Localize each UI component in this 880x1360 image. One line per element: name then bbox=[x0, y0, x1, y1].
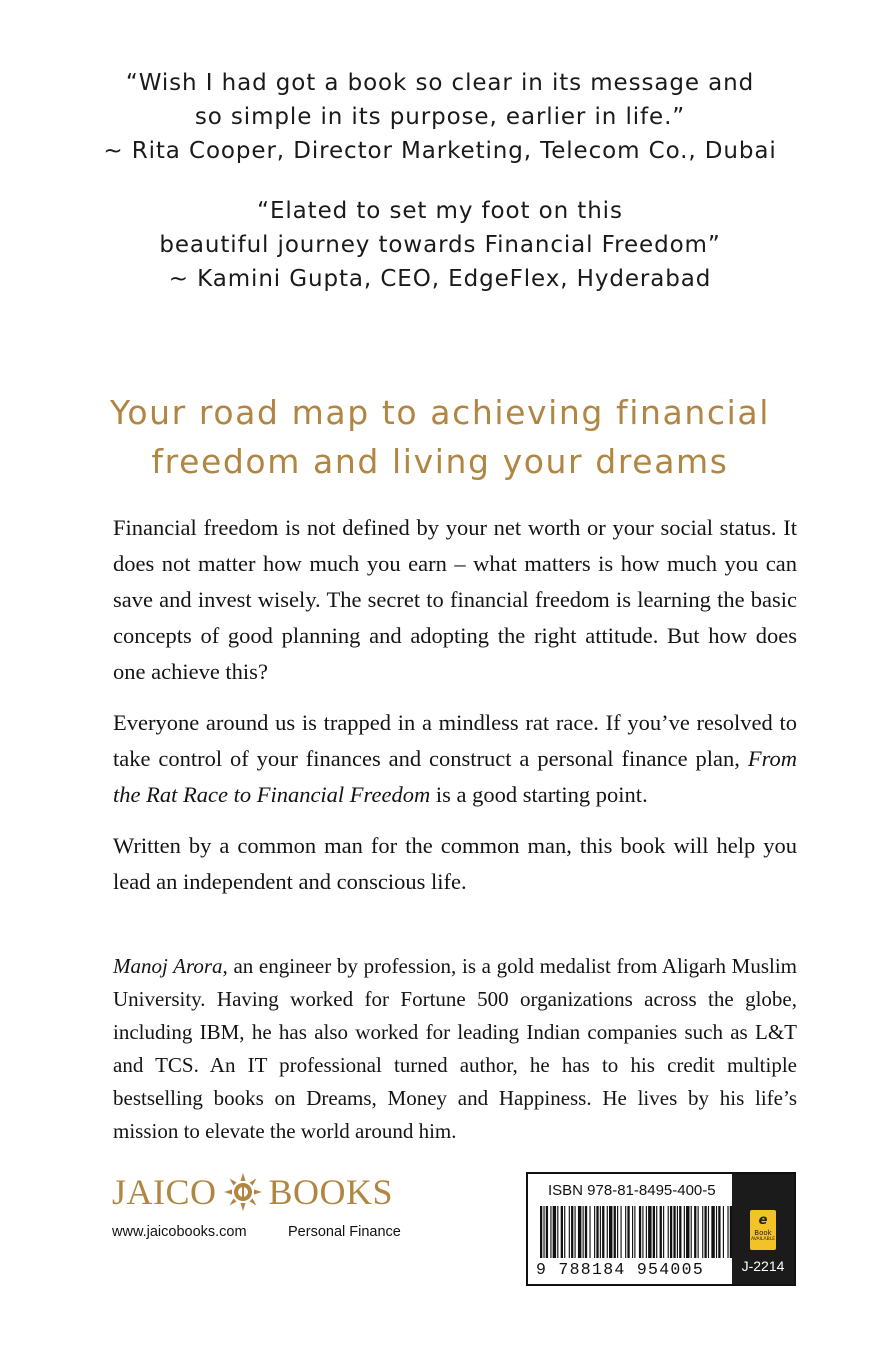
barcode-bar bbox=[708, 1206, 709, 1258]
ebook-badge-available: AVAILABLE bbox=[750, 1237, 776, 1242]
barcode-bar bbox=[684, 1206, 685, 1258]
barcode-bar bbox=[723, 1206, 724, 1258]
isbn-digits: 9 788184 954005 bbox=[536, 1260, 705, 1279]
barcode-bar bbox=[648, 1206, 651, 1258]
description-paragraph-3: Written by a common man for the common man, this book will help you lead an independent and conscious life. bbox=[113, 833, 797, 894]
testimonial-attribution: ~ Kamini Gupta, CEO, EdgeFlex, Hyderabad bbox=[168, 266, 712, 292]
barcode-bar bbox=[583, 1206, 584, 1258]
barcode-bar bbox=[718, 1206, 720, 1258]
publisher-info bbox=[112, 1224, 422, 1240]
barcode-bar bbox=[632, 1206, 633, 1258]
publisher-block bbox=[112, 1170, 422, 1240]
barcode-bar bbox=[550, 1206, 551, 1258]
description-p2-end: is a good starting point. bbox=[435, 782, 648, 807]
book-description bbox=[113, 510, 797, 900]
description-paragraph-1: Financial freedom is not defined by your net worth or your social status. It does not matter how much you earn – what matters is how much you can save and invest wisely. The secret to financial freedom is learning the basic concepts of good planning and adopting the right attitude. But how does one achieve this? bbox=[113, 515, 797, 684]
description-p2-start: Everyone around us is trapped in a mindless rat race. If you’ve resolved to take control of your finances and construct a personal finance plan, bbox=[113, 710, 797, 771]
publisher-logo bbox=[112, 1170, 422, 1214]
barcode-bar bbox=[646, 1206, 647, 1258]
barcode-bar bbox=[585, 1206, 587, 1258]
barcode-bar bbox=[553, 1206, 556, 1258]
barcode-bar bbox=[607, 1206, 608, 1258]
testimonial-2 bbox=[0, 194, 880, 296]
barcode-bar bbox=[596, 1206, 598, 1258]
barcode-bar bbox=[668, 1206, 669, 1258]
barcode-bar bbox=[625, 1206, 626, 1258]
book-category: Personal Finance bbox=[288, 1224, 401, 1240]
sun-emblem-icon bbox=[223, 1172, 263, 1212]
ebook-badge-word: Book bbox=[754, 1229, 772, 1237]
barcode-bar bbox=[653, 1206, 655, 1258]
barcode-bar bbox=[600, 1206, 601, 1258]
barcode-bar bbox=[634, 1206, 635, 1258]
testimonial-quote-line: “Wish I had got a book so clear in its message and bbox=[125, 70, 755, 96]
barcode-bar bbox=[617, 1206, 618, 1258]
barcode-bar bbox=[621, 1206, 622, 1258]
barcode-bar bbox=[656, 1206, 657, 1258]
barcode-bar bbox=[569, 1206, 570, 1258]
barcode-bar bbox=[540, 1206, 542, 1258]
isbn-barcode-box bbox=[526, 1172, 796, 1286]
barcode-bar bbox=[642, 1206, 643, 1258]
description-paragraph-2 bbox=[113, 705, 797, 813]
tagline-line-2: freedom and living your dreams bbox=[151, 442, 729, 481]
barcode-bar bbox=[694, 1206, 696, 1258]
barcode-bar bbox=[564, 1206, 565, 1258]
barcode-bar bbox=[609, 1206, 612, 1258]
testimonial-1 bbox=[0, 66, 880, 168]
barcode-bar bbox=[561, 1206, 563, 1258]
barcode-bar bbox=[575, 1206, 576, 1258]
barcode-bar bbox=[594, 1206, 595, 1258]
testimonial-quote-line: “Elated to set my foot on this bbox=[257, 198, 623, 224]
publisher-website: www.jaicobooks.com bbox=[112, 1224, 247, 1240]
tagline-line-1: Your road map to achieving financial bbox=[110, 393, 770, 432]
barcode-bar bbox=[578, 1206, 581, 1258]
barcode-bar bbox=[602, 1206, 604, 1258]
tagline-heading bbox=[0, 388, 880, 486]
testimonial-quote-line: beautiful journey towards Financial Freedom” bbox=[159, 232, 721, 258]
barcode-bar bbox=[686, 1206, 689, 1258]
publisher-name-right: BOOKS bbox=[268, 1172, 394, 1212]
product-code: J-2214 bbox=[741, 1258, 785, 1274]
ebook-available-badge bbox=[750, 1210, 776, 1250]
barcode-bar bbox=[727, 1206, 728, 1258]
testimonial-attribution: ~ Rita Cooper, Director Marketing, Telecom Co., Dubai bbox=[103, 138, 777, 164]
barcode-bar bbox=[627, 1206, 629, 1258]
barcode-bar bbox=[679, 1206, 681, 1258]
barcode-bar bbox=[716, 1206, 717, 1258]
publisher-name-left: JAICO bbox=[112, 1172, 217, 1212]
barcode-bar bbox=[660, 1206, 662, 1258]
ebook-badge-letter: e bbox=[758, 1213, 768, 1228]
barcode-bar bbox=[670, 1206, 672, 1258]
testimonials bbox=[0, 66, 880, 296]
book-title: From the Rat Race to Financial Freedom bbox=[113, 746, 798, 807]
author-bio bbox=[113, 950, 797, 1148]
barcode-bar bbox=[639, 1206, 641, 1258]
barcode-bar bbox=[543, 1206, 544, 1258]
author-name: Manoj Arora bbox=[113, 954, 223, 978]
barcode-bar bbox=[571, 1206, 573, 1258]
barcode-bar bbox=[702, 1206, 703, 1258]
author-bio-text: , an engineer by profession, is a gold medalist from Aligarh Muslim University. Having worked for Fortune 500 organizations across the globe, including IBM, he has also worked for leading Indian companies such as L&T and TCS. An IT professional turned author, he has to his credit multiple bestselling books on Dreams, Money and Happiness. He lives by his life’s mission to elevate the world around him. bbox=[113, 954, 797, 1143]
barcode-bar bbox=[614, 1206, 616, 1258]
barcode-graphic bbox=[538, 1206, 734, 1258]
barcode-bar bbox=[589, 1206, 590, 1258]
barcode-bar bbox=[698, 1206, 699, 1258]
barcode-bar bbox=[673, 1206, 675, 1258]
barcode-bar bbox=[711, 1206, 714, 1258]
barcode-bar bbox=[557, 1206, 558, 1258]
isbn-side-panel bbox=[732, 1174, 794, 1284]
barcode-bar bbox=[546, 1206, 548, 1258]
barcode-bar bbox=[677, 1206, 678, 1258]
isbn-label: ISBN 978-81-8495-400-5 bbox=[548, 1182, 716, 1199]
barcode-bar bbox=[704, 1206, 706, 1258]
testimonial-quote-line: so simple in its purpose, earlier in life.” bbox=[194, 104, 686, 130]
barcode-bar bbox=[691, 1206, 692, 1258]
barcode-bar bbox=[663, 1206, 664, 1258]
